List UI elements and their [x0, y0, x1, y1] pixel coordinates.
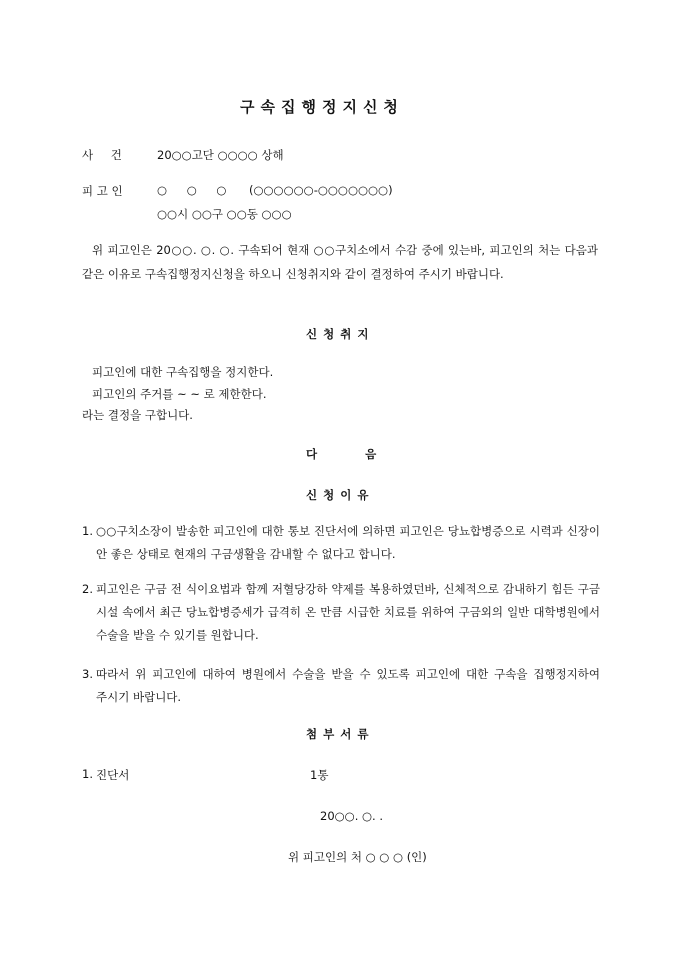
case-label: 사 건: [82, 148, 122, 162]
reasons-heading: 신 청 이 유: [306, 488, 369, 502]
reason-text: ○○구치소장이 발송한 피고인에 대한 통보 진단서에 의하면 피고인은 당뇨합병증으로 시력과 신장이 안 좋은 상태로 현재의 구금생활을 감내할 수 없다고 합니다.: [96, 524, 600, 561]
reason-number: 3.: [82, 667, 93, 681]
purpose-line: 라는 결정을 구합니다.: [82, 408, 193, 422]
defendant-id-number: (○○○○○○-○○○○○○○): [249, 183, 393, 197]
case-value: 20○○고단 ○○○○ 상해: [157, 148, 284, 162]
defendant-address: ○○시 ○○구 ○○동 ○○○: [157, 207, 292, 221]
defendant-label: 피 고 인: [82, 184, 123, 198]
reason-number: 1.: [82, 524, 93, 538]
purpose-line: 피고인에 대한 구속집행을 정지한다.: [92, 365, 274, 379]
reason-number: 2.: [82, 582, 93, 596]
reason-text: 따라서 위 피고인에 대하여 병원에서 수술을 받을 수 있도록 피고인에 대한 구속을 집행정지하여 주시기 바랍니다.: [96, 667, 600, 704]
purpose-heading: 신 청 취 지: [306, 327, 369, 341]
reason-item: [82, 578, 600, 647]
document-title: 구속집행정지신청: [240, 98, 404, 116]
intro-paragraph: 위 피고인은 20○○. ○. ○. 구속되어 현재 ○○구치소에서 수감 중에 있는바, 피고인의 처는 다음과 같은 이유로 구속집행정지신청을 하오니 신청취지와 같이 결정하여 주시기 바랍니다.: [82, 243, 598, 281]
attachment-number: 1.: [82, 767, 93, 781]
purpose-line: 피고인의 주거를 ~ ~ 로 제한한다.: [92, 387, 267, 401]
defendant-name: ○ ○ ○: [157, 183, 227, 197]
next-heading: 다 음: [306, 447, 377, 461]
attachment-count: 1통: [310, 768, 329, 782]
signature-line: 위 피고인의 처 ○ ○ ○ (인): [288, 850, 427, 864]
reason-item: [82, 520, 600, 566]
filing-date: 20○○. ○. .: [320, 809, 384, 823]
reason-text: 피고인은 구금 전 식이요법과 함께 저혈당강하 약제를 복용하였던바, 신체적으로 감내하기 힘든 구금 시설 속에서 최근 당뇨합병증세가 급격히 온 만큼 시급한 치료를 위하여 구금외의 일반 대학병원에서 수술을 받을 수 있기를 원합니다.: [96, 582, 600, 642]
attachment-name: 진단서: [96, 768, 130, 782]
attachments-heading: 첨 부 서 류: [306, 727, 369, 741]
reason-item: [82, 663, 600, 709]
